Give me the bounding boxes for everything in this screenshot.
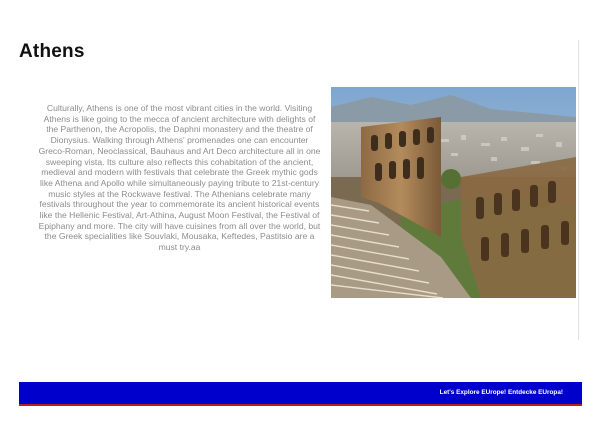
slide-divider-line [578, 40, 579, 340]
footer-slogan: Let's Explore EUrope! Entdecke EUropa! [439, 389, 563, 396]
footer-bar [19, 382, 582, 406]
stage-building [461, 157, 576, 298]
slide-title: Athens [19, 41, 85, 62]
ancient-theatre-photo [331, 87, 576, 298]
athens-description: Culturally, Athens is one of the most vibrant cities in the world. Visiting Athens is like going to the mecca of ancient architecture with delights of the Parthenon, the Acropolis, the Daphni monastery and the theatre of Dionysius. Walking through Athens' promenades one can encounter Greco-Roman, Neoclassical, Bauhaus and Art Deco architecture all in one sweeping vista. Its culture also reflects this cohabitation of the ancient, medieval and modern with festivals that celebrate the Greek mythic gods like Athena and Apollo while simultaneously paying tribute to 21st-century music styles at the Rockwave festival. The Athenians celebrate many festivals throughout the year to commemorate its ancient historical events like the Hellenic Festival, Art-Athina, August Moon Festival, the Festival of Epiphany and more. The city will have cuisines from all over the world, but the Greek specialities like Souvlaki, Mousaka, Keftedes, Pastitsio are a must try.aa [38, 103, 321, 253]
